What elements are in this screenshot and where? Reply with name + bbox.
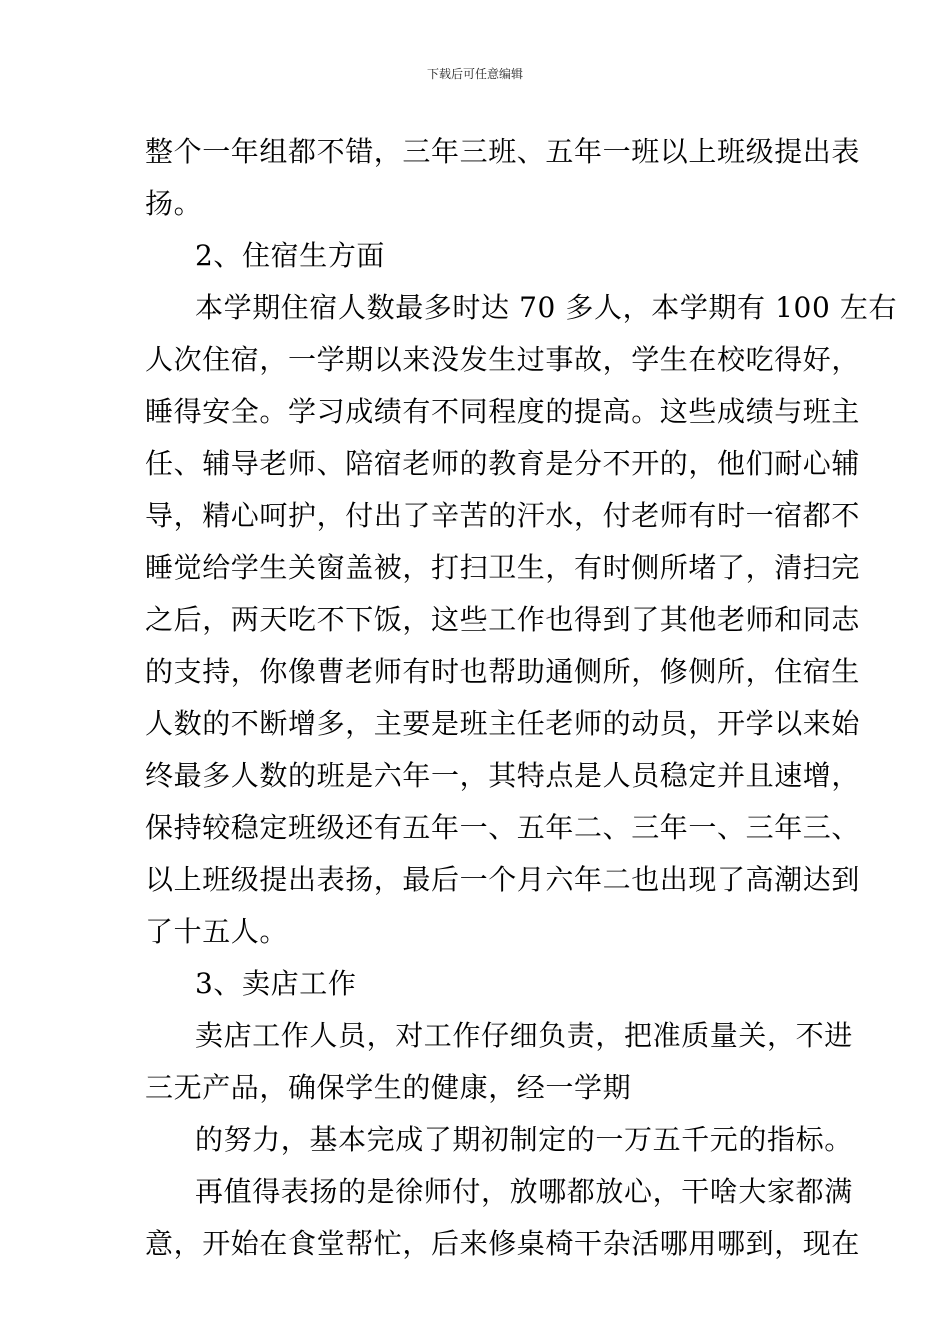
section-heading: 3、卖店工作 — [195, 967, 357, 1000]
body-line: 终最多人数的班是六年一，其特点是人员稳定并且速增， — [145, 759, 861, 792]
page-header: 下载后可任意编辑 — [426, 67, 523, 81]
body-line: 睡得安全。学习成绩有不同程度的提高。这些成绩与班主 — [145, 395, 861, 428]
body-line: 之后，两天吃不下饭，这些工作也得到了其他老师和同志 — [145, 603, 861, 636]
body-line: 本学期住宿人数最多时达 70 多人，本学期有 100 左右 — [195, 291, 898, 324]
body-line: 以上班级提出表扬，最后一个月六年二也出现了高潮达到 — [145, 863, 861, 896]
body-line: 了十五人。 — [145, 915, 289, 948]
section-heading: 2、住宿生方面 — [195, 239, 386, 272]
body-line: 扬。 — [145, 187, 203, 220]
body-line: 再值得表扬的是徐师付，放哪都放心，干啥大家都满 — [195, 1175, 853, 1208]
body-line: 睡觉给学生关窗盖被，打扫卫生，有时侧所堵了，清扫完 — [145, 551, 861, 584]
body-line: 三无产品，确保学生的健康，经一学期 — [145, 1071, 632, 1104]
body-line: 的努力，基本完成了期初制定的一万五千元的指标。 — [195, 1123, 853, 1156]
body-line: 卖店工作人员，对工作仔细负责，把准质量关，不进 — [195, 1019, 853, 1052]
body-line: 意，开始在食堂帮忙，后来修桌椅干杂活哪用哪到，现在 — [145, 1227, 861, 1260]
body-line: 的支持，你像曹老师有时也帮助通侧所，修侧所，住宿生 — [145, 655, 861, 688]
body-line: 保持较稳定班级还有五年一、五年二、三年一、三年三、 — [145, 811, 861, 844]
body-line: 人次住宿，一学期以来没发生过事故，学生在校吃得好， — [145, 343, 861, 376]
document-body — [145, 126, 898, 1270]
body-line: 人数的不断增多，主要是班主任老师的动员，开学以来始 — [145, 707, 861, 740]
body-line: 任、辅导老师、陪宿老师的教育是分不开的，他们耐心辅 — [145, 447, 861, 480]
body-line: 整个一年组都不错，三年三班、五年一班以上班级提出表 — [145, 135, 861, 168]
body-line: 导，精心呵护，付出了辛苦的汗水，付老师有时一宿都不 — [145, 499, 861, 532]
